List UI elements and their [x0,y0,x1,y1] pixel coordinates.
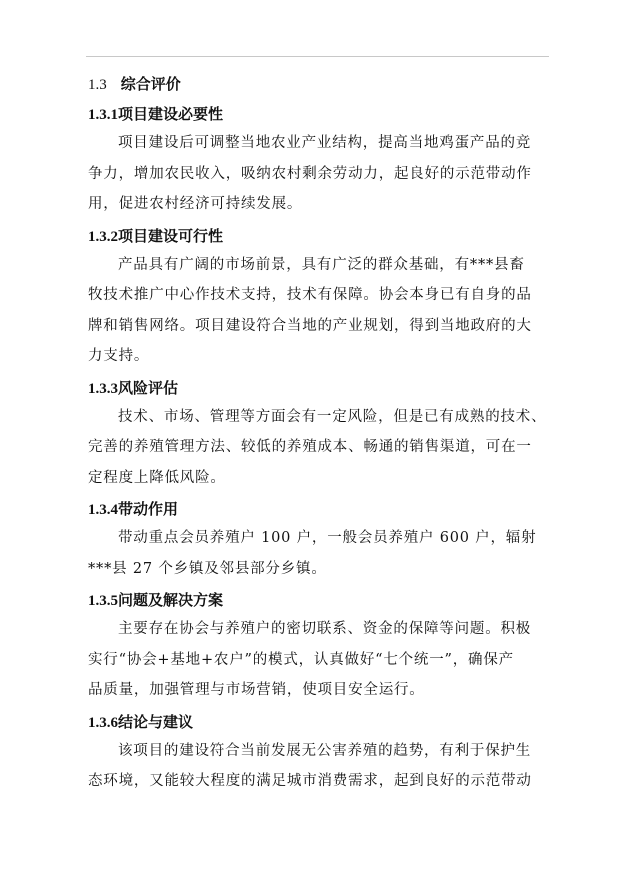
paragraph-line: ***县 27 个乡镇及邻县部分乡镇。 [88,560,327,577]
paragraph-line: 力支持。 [88,348,150,364]
section-number: 1.3.6 [88,714,118,731]
paragraph-line: 定程度上降低风险。 [88,469,226,486]
paragraph-line: 主要存在协会与养殖户的密切联系、资金的保障等问题。积极 [118,621,532,637]
paragraph-line: 牧技术推广中心作技术支持，技术有保障。协会本身已有自身的品 [88,287,532,303]
paragraph-line: 项目建设后可调整当地农业产业结构，提高当地鸡蛋产品的竞 [118,135,532,151]
paragraph-line: 完善的养殖管理方法、较低的养殖成本、畅通的销售渠道，可在一 [88,439,532,455]
section-paragraph [88,523,548,584]
paragraph-line: 产品具有广阔的市场前景，具有广泛的群众基础，有***县畜 [118,256,525,273]
paragraph-line: 实行“协会+基地+农户”的模式，认真做好“七个统一”，确保产 [88,651,514,668]
section-title: 结论与建议 [118,712,194,731]
paragraph-line: 该项目的建设符合当前发展无公害养殖的趋势，有利于保护生 [118,742,532,759]
paragraph-line: 品质量，加强管理与市场营销，使项目安全运行。 [88,682,425,698]
section-title: 项目建设可行性 [118,226,224,245]
section-heading [88,222,548,250]
paragraph-line: 用，促进农村经济可持续发展。 [88,196,303,212]
paragraph-line: 牌和销售网络。项目建设符合当地的产业规划，得到当地政府的大 [88,317,532,334]
chapter-number: 1.3 [88,77,107,93]
section-number: 1.3.4 [88,502,118,518]
section-heading [88,374,548,402]
paragraph-line: 带动重点会员养殖户 100 户，一般会员养殖户 600 户，辐射 [118,530,537,546]
section-heading [88,100,548,128]
chapter-heading [88,72,548,98]
section-heading [88,708,548,736]
section-title: 项目建设必要性 [118,105,224,123]
section-number: 1.3.2 [88,228,118,245]
section-paragraph [88,736,548,797]
header-rule [86,56,549,57]
paragraph-line: 技术、市场、管理等方面会有一定风险，但是已有成熟的技术、 [118,408,547,425]
chapter-title: 综合评价 [120,77,181,93]
section-number: 1.3.5 [88,593,118,609]
section-heading [88,495,548,523]
section-paragraph [88,250,548,372]
document-body [88,72,548,799]
section-number: 1.3.1 [88,107,118,123]
paragraph-line: 态环境，又能较大程度的满足城市消费需求，起到良好的示范带动 [88,773,532,789]
section-heading [88,586,548,614]
section-number: 1.3.3 [88,380,118,397]
section-paragraph [88,614,548,706]
section-title: 风险评估 [118,378,179,397]
section-paragraph [88,128,548,220]
section-paragraph [88,402,548,494]
section-title: 问题及解决方案 [118,591,224,609]
section-title: 带动作用 [118,500,179,518]
paragraph-line: 争力，增加农民收入，吸纳农村剩余劳动力，起良好的示范带动作 [88,165,532,182]
